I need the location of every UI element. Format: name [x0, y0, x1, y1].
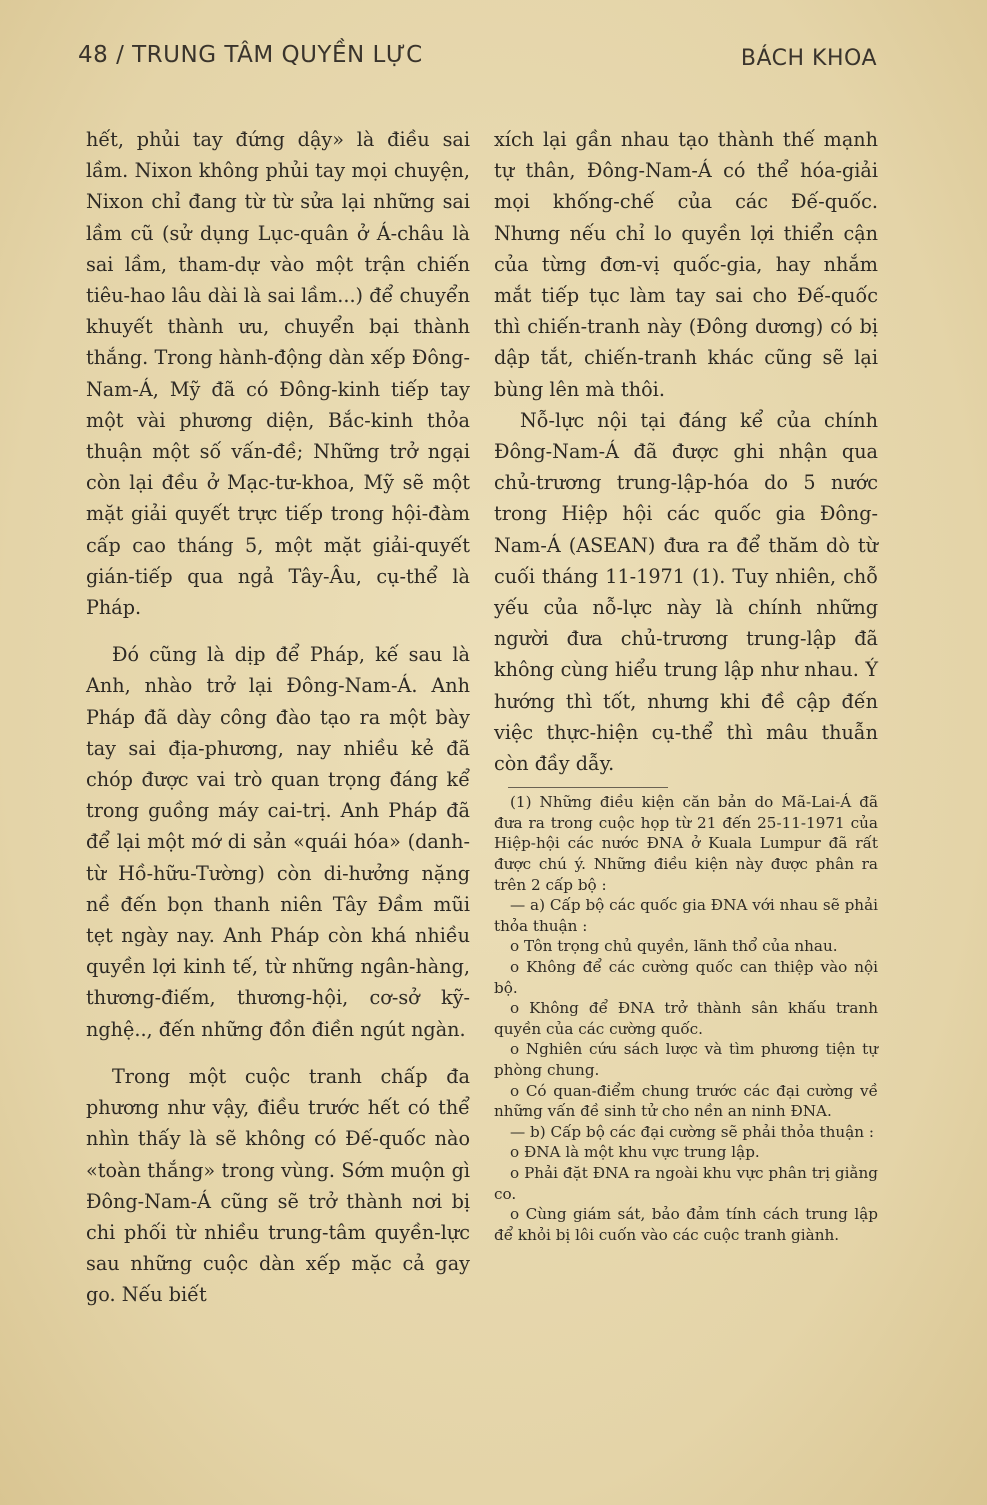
paragraph: Nỗ-lực nội tại đáng kể của chính Đông-Nam-Á đã được ghi nhận qua chủ-trương trung-lập-hóa do 5 nước trong Hiệp hội các quốc gia Đông-Nam-Á (ASEAN) đưa ra để thăm dò từ cuối tháng 11-1971 (1). Tuy nhiên, chỗ yếu của nỗ-lực này là chính những người đưa chủ-trương trung-lập đã không cùng hiểu trung lập như nhau. Ý hướng thì tốt, nhưng khi đề cập đến việc thực-hiện cụ-thể thì mâu thuẫn còn đầy dẫy. [494, 408, 878, 776]
footnote-b-item: o Cùng giám sát, bảo đảm tính cách trung lập để khỏi bị lôi cuốn vào các cuộc tranh giành. [494, 1205, 878, 1244]
footnote-b-item: o ĐNA là một khu vực trung lập. [510, 1143, 760, 1162]
footnote-a-item: o Có quan-điểm chung trước các đại cường về những vấn đề sinh tử cho nền an ninh ĐNA. [494, 1081, 878, 1121]
footnote-a-item: o Không để các cường quốc can thiệp vào nội bộ. [494, 958, 878, 997]
footnote-b-item: o Phải đặt ĐNA ra ngoài khu vực phân trị giằng co. [494, 1163, 878, 1203]
paragraph: Đó cũng là dịp để Pháp, kế sau là Anh, nhào trở lại Đông-Nam-Á. Anh Pháp đã dày công đào tạo ra một bày tay sai địa-phương, nay nhiều kẻ đã chóp được vai trò quan trọng đáng kể trong guồng máy cai-trị. Anh Pháp đã để lại một mớ di sản «quái hóa» (danh-từ Hồ-hữu-Tường) còn di-hưởng nặng nề đến bọn thanh niên Tây Đầm mũi tẹt ngày nay. Anh Pháp còn khá nhiều quyền lợi kinh tế, từ những ngân-hàng, thương-điếm, thương-hội, cơ-sở kỹ-nghệ.., đến những đồn điền ngút ngàn. [86, 643, 470, 1041]
left-text-column [86, 124, 470, 1311]
footnote-intro: (1) Những điều kiện căn bản do Mã-Lai-Á đã đưa ra trong cuộc họp từ 21 đến 25-11-1971 của Hiệp-hội các nước ĐNA ở Kuala Lumpur đã rất được chú ý. Những điều kiện này được phân ra trên 2 cấp bộ : [494, 793, 878, 894]
running-header [78, 42, 877, 82]
footnote-a-item: o Tôn trọng chủ quyền, lãnh thổ của nhau. [510, 937, 838, 956]
paragraph: hết, phủi tay đứng dậy» là điều sai lầm. Nixon không phủi tay mọi chuyện, Nixon chỉ đang từ từ sửa lại những sai lầm cũ (sử dụng Lục-quân ở Á-châu là sai lầm, tham-dự vào một trận chiến tiêu-hao lâu dài là sai lầm...) để chuyển khuyết thành ưu, chuyển bại thành thắng. Trong hành-động dàn xếp Đông-Nam-Á, Mỹ đã có Đông-kinh tiếp tay một vài phương diện, Bắc-kinh thỏa thuận một số vấn-đề; Những trở ngại còn lại đều ở Mạc-tư-khoa, Mỹ sẽ một mặt giải quyết trực tiếp trong hội-đàm cấp cao tháng 5, một mặt giải-quyết gián-tiếp qua ngả Tây-Âu, cụ-thể là Pháp. [86, 128, 470, 620]
right-text-column [494, 124, 878, 1245]
footnote [494, 792, 878, 1245]
footnote-a-item: o Nghiên cứu sách lược và tìm phương tiện tự phòng chung. [494, 1040, 878, 1079]
footnote-b-heading: — b) Cấp bộ các đại cường sẽ phải thỏa thuận : [510, 1122, 874, 1141]
paragraph: xích lại gần nhau tạo thành thế mạnh tự thân, Đông-Nam-Á có thể hóa-giải mọi khống-chế của các Đế-quốc. Nhưng nếu chỉ lo quyền lợi thiển cận của từng đơn-vị quốc-gia, hay nhắm mắt tiếp tục làm tay sai cho Đế-quốc thì chiến-tranh này (Đông dương) có bị dập tắt, chiến-tranh khác cũng sẽ lại bùng lên mà thôi. [494, 128, 878, 401]
footnote-a-heading: — a) Cấp bộ các quốc gia ĐNA với nhau sẽ phải thỏa thuận : [494, 896, 878, 935]
footnote-divider [508, 787, 668, 788]
page-header-right: BÁCH KHOA [740, 46, 877, 71]
paragraph: Trong một cuộc tranh chấp đa phương như vậy, điều trước hết có thể nhìn thấy là sẽ không có Đế-quốc nào «toàn thắng» trong vùng. Sớm muộn gì Đông-Nam-Á cũng sẽ trở thành nơi bị chi phối từ nhiều trung-tâm quyền-lực sau những cuộc dàn xếp mặc cả gay go. Nếu biết [86, 1064, 470, 1307]
footnote-a-item: o Không để ĐNA trở thành sân khấu tranh quyền của các cường quốc. [494, 999, 878, 1038]
page-header-left: 48 / TRUNG TÂM QUYỀN LỰC [78, 42, 423, 68]
